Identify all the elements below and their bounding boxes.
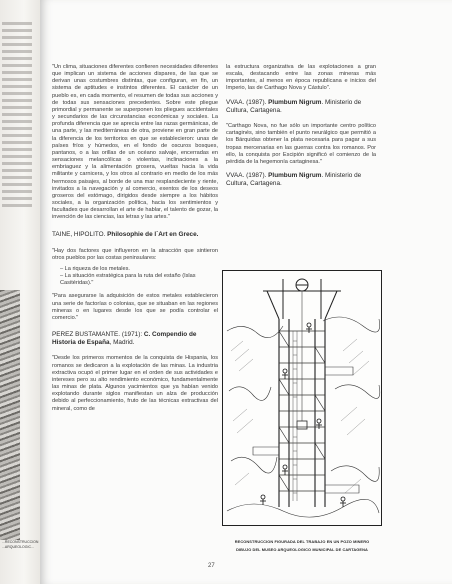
quote-factors: "Hay dos factores que influyeron en la atracción que sintieron otros pueblos por las costas peninsulares: xyxy=(52,247,218,261)
reference-place: . Ministerio de Cultura, Cartagena. xyxy=(226,98,362,114)
reference-author: VVAA. xyxy=(226,98,245,106)
list-item: – La situación estratégica para la ruta del estaño (Islas Casitéridas)." xyxy=(60,273,218,287)
list-item: – La riqueza de los metales. xyxy=(60,266,218,273)
quote-romanos: "Desde los primeros momentos de la conquista de Hispania, los romanos se dedicaron a la explotación de las minas. La industria extractiva ocupó el primer lugar en el orden de sus actividades e intereses pero su alto rendimiento económico, fundamentalmente las minas de plata. Algunos yacimientos que ya habían venido explotando durante siglos manifiestan un alza de producción debido al perfeccionamiento, fruto de las técnicas extractivas del mineral, como de xyxy=(52,355,218,412)
reference-place: . Ministerio de Cultura, Cartagena. xyxy=(226,171,362,188)
reference-author: VVAA. xyxy=(226,171,245,179)
reference-year: (1987). xyxy=(246,98,267,106)
left-page-caption: ...RECONSTRUCCION ...ARQUEOLOGIC... xyxy=(2,540,39,549)
quote-estructura: la estructura organizativa de las explotaciones a gran escala, destacando entre las zonas mineras más importantes, al menos en época republicana e inicios del Imperio, las de Carthago Nova y Cástulo". xyxy=(226,64,376,92)
reference-title: Plumbum Nigrum xyxy=(268,171,322,179)
reference-taine xyxy=(52,231,218,239)
factor-list xyxy=(52,266,218,287)
reference-author: TAINE, HIPOLITO. xyxy=(52,231,106,239)
left-page-illustration xyxy=(0,290,20,540)
figure-caption-line-2: DIBUJO DEL MUSEO ARQUEOLOGICO MUNICIPAL DE CARTAGENA xyxy=(236,547,368,552)
page-number: 27 xyxy=(208,563,215,569)
figure-caption-line-1: RECONSTRUCCION FIGURADA DEL TRABAJO EN UN POZO MINERO xyxy=(234,539,370,544)
book-edge xyxy=(0,0,40,584)
figure-caption xyxy=(222,538,382,554)
reference-place: , Madrid. xyxy=(109,339,135,347)
reference-vvaa-1 xyxy=(226,99,376,115)
mine-shaft-illustration xyxy=(222,270,382,526)
quote-carthago-nova: "Carthago Nova, no fue sólo un importante centro político cartaginés, sino también el punto neurálgico que permitió a los Bárquidas obtener la plata necesaria para pagar a sus tropas mercenarias en las guerras contra los romanos. Por ello, la conquista por Escipión significó el comienzo de la pérdida de la hegemonía cartaginesa." xyxy=(226,123,376,165)
reference-title: Philosophie de l´Art en Grece. xyxy=(107,231,199,239)
reference-title: C. Compendio de Historia de España xyxy=(52,331,197,347)
edge-text-lines xyxy=(2,20,32,211)
right-column xyxy=(226,64,376,188)
quote-factorias: "Para asegurarse la adquisición de estos metales establecieron una serie de factorías o colonias, que se situaban en las regiones mineras o en lugares desde los que se podía controlar el comercio." xyxy=(52,293,218,321)
reference-year: (1971): xyxy=(121,331,143,339)
left-column xyxy=(52,64,218,413)
reference-perez-bustamante xyxy=(52,331,218,347)
mine-shaft-drawing xyxy=(223,271,381,525)
reference-vvaa-2 xyxy=(226,172,376,188)
quote-taine: "Un clima, situaciones diferentes confieren necesidades diferentes que implican un sistema de acciones dispares, de las que se derivan unas costumbres distintas, que configuran, en fin, un sistema de aptitudes e instintos diferentes. El carácter de un pueblo es, en cada momento, el resumen de todas sus acciones y de todas sus sensaciones precedentes. Sobre este pliegue primordial y permanente se superponen los pliegues accidentales y secundarios de las circunstancias económicas y sociales. La profunda diferencia que se aprecia entre las razas germánicas, de una parte, y las mediterráneas de otra, proviene en gran parte de la diferencia de los territorios en que se establecieron: unas de países fríos y húmedos, en el fondo de oscuros bosques, pantanos, o a las orillas de un océano salvaje, encerradas en sensaciones melancólicas o violentas, inclinaciones a la embriaguez y la alimentación grosera, vueltas hacia la vida militante y carnicera, y los otros al contrario en medio de los más hermosos paisajes, al borde de una mar resplandeciente y riente, invitados a la navegación y al comercio, exentos de los deseos groseros del estómago, dirigidos desde siempre a los hábitos sociales, a la organización política, hacia los sentimientos y facultades que desarrollan el arte de hablar, el talento de gozar, la invención de las ciencias, las letras y las artes." xyxy=(52,64,218,221)
reference-year: (1987). xyxy=(246,171,267,179)
reference-author: PEREZ BUSTAMANTE. xyxy=(52,331,121,339)
reference-title: Plumbum Nigrum xyxy=(268,98,322,106)
